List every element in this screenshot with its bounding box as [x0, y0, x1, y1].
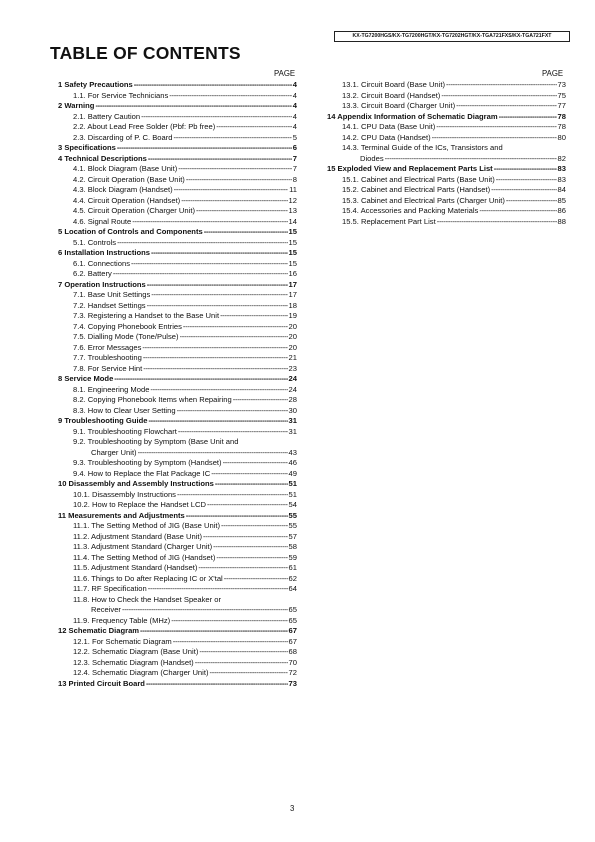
toc-section-entry[interactable] — [53, 416, 297, 427]
toc-entry-page: 18 — [288, 300, 297, 310]
toc-entry-page: 31 — [288, 426, 297, 436]
dot-leader — [479, 206, 556, 217]
dot-leader — [148, 584, 288, 595]
toc-entry-page: 7 — [292, 164, 297, 173]
toc-entry-title: 13.1. Circuit Board (Base Unit) — [342, 80, 445, 89]
toc-entry-title: 11.9. Frequency Table (MHz) — [73, 615, 171, 625]
page-number: 3 — [290, 804, 295, 813]
toc-subsection-entry[interactable] — [53, 185, 297, 196]
dot-leader — [174, 185, 289, 196]
dot-leader — [196, 206, 288, 217]
toc-section-entry[interactable] — [53, 679, 297, 690]
dot-leader — [122, 605, 288, 616]
toc-entry-title: 4.4. Circuit Operation (Handset) — [73, 195, 181, 205]
toc-subsection-entry[interactable] — [53, 112, 297, 123]
toc-entry-page: 8 — [292, 174, 297, 184]
toc-entry-title: 1.1. For Service Technicians — [73, 90, 169, 100]
toc-subsection-entry[interactable] — [322, 91, 566, 102]
toc-subsection-entry[interactable] — [322, 143, 566, 164]
toc-section-entry[interactable] — [53, 479, 297, 490]
dot-leader — [151, 290, 287, 301]
toc-entry-page: 4 — [292, 90, 297, 100]
dot-leader — [143, 364, 287, 375]
toc-entry-page: 88 — [557, 216, 566, 226]
toc-section-entry[interactable] — [322, 112, 566, 123]
toc-subsection-entry[interactable] — [53, 343, 297, 354]
toc-subsection-entry[interactable] — [53, 458, 297, 469]
toc-entry-page: 11 — [289, 185, 297, 194]
toc-entry-page: 21 — [288, 353, 297, 362]
toc-entry-page: 85 — [557, 195, 566, 205]
toc-subsection-entry[interactable] — [53, 668, 297, 679]
toc-entry-page: 5 — [292, 132, 297, 142]
toc-entry-title: 14.1. CPU Data (Base Unit) — [342, 122, 436, 131]
dot-leader — [138, 448, 288, 459]
toc-section-entry[interactable] — [53, 227, 297, 238]
toc-entry-page: 12 — [288, 195, 297, 205]
toc-section-entry[interactable] — [53, 511, 297, 522]
toc-entry-page: 64 — [288, 584, 297, 593]
toc-entry-title: 14.2. CPU Data (Handset) — [342, 132, 431, 142]
toc-subsection-entry[interactable] — [53, 91, 297, 102]
toc-entry-page: 51 — [288, 489, 297, 499]
dot-leader — [441, 91, 556, 102]
toc-entry-page: 15 — [288, 227, 297, 236]
dot-leader — [171, 616, 287, 627]
toc-entry-page: 55 — [288, 510, 297, 520]
toc-entry-title: 15.1. Cabinet and Electrical Parts (Base Unit) — [342, 174, 495, 184]
dot-leader — [223, 458, 288, 469]
dot-leader — [506, 196, 557, 207]
model-number-header: KX-TG7200HGS/KX-TG7200HGT/KX-TG7202HGT/KX-TGA721FXS/KX-TGA721FXT — [334, 31, 570, 42]
toc-entry-title: 11.2. Adjustment Standard (Base Unit) — [73, 531, 203, 541]
dot-leader — [203, 532, 288, 543]
dot-leader — [436, 122, 556, 133]
toc-entry-page: 65 — [288, 605, 297, 614]
dot-leader — [134, 80, 292, 91]
dot-leader — [117, 238, 287, 249]
dot-leader — [204, 227, 288, 238]
toc-entry-page: 17 — [288, 279, 297, 289]
dot-leader — [114, 374, 287, 385]
toc-entry-title: 9 Troubleshooting Guide — [58, 416, 148, 425]
toc-section-entry[interactable] — [53, 248, 297, 259]
toc-subsection-entry[interactable] — [53, 238, 297, 249]
toc-left-column — [53, 80, 297, 689]
toc-subsection-entry[interactable] — [53, 364, 297, 375]
dot-leader — [211, 469, 287, 480]
dot-leader — [178, 427, 288, 438]
toc-entry-page: 20 — [288, 332, 297, 341]
toc-entry-title: 7.3. Registering a Handset to the Base Unit — [73, 311, 220, 320]
toc-subsection-entry[interactable] — [53, 122, 297, 133]
toc-subsection-entry[interactable] — [53, 290, 297, 301]
toc-subsection-entry[interactable] — [53, 322, 297, 333]
toc-subsection-entry[interactable] — [322, 101, 566, 112]
toc-entry-page: 14 — [288, 216, 297, 226]
toc-entry-title: 10 Disassembly and Assembly Instructions — [58, 479, 214, 488]
toc-entry-page: 61 — [288, 563, 297, 572]
toc-entry-page: 24 — [288, 384, 297, 394]
toc-entry-page: 72 — [288, 668, 297, 677]
toc-entry-title: 15 Exploded View and Replacement Parts List — [327, 164, 493, 173]
toc-subsection-entry[interactable] — [53, 332, 297, 343]
toc-entry-title: 11 Measurements and Adjustments — [58, 510, 185, 520]
toc-subsection-entry[interactable] — [53, 469, 297, 480]
toc-entry-page: 73 — [288, 678, 297, 688]
toc-entry-title: 12.2. Schematic Diagram (Base Unit) — [73, 647, 199, 656]
toc-entry-title: 12.4. Schematic Diagram (Charger Unit) — [73, 668, 209, 677]
toc-entry-title-continued: Receiver — [91, 605, 121, 614]
dot-leader — [209, 668, 287, 679]
dot-leader — [437, 217, 557, 228]
toc-entry-title: 12 Schematic Diagram — [58, 626, 140, 635]
dot-leader — [207, 500, 288, 511]
toc-entry-title: 4.5. Circuit Operation (Charger Unit) — [73, 206, 195, 215]
toc-section-entry[interactable] — [53, 626, 297, 637]
dot-leader — [142, 343, 287, 354]
toc-subsection-entry[interactable] — [53, 490, 297, 501]
toc-entry-title: 8.3. How to Clear User Setting — [73, 405, 176, 415]
toc-entry-page: 6 — [292, 143, 297, 152]
toc-entry-page: 80 — [557, 132, 566, 142]
page-column-label-right: PAGE — [542, 69, 564, 78]
page-column-label-left: PAGE — [274, 69, 296, 78]
toc-entry-page: 13 — [288, 206, 297, 215]
toc-entry-page: 46 — [288, 458, 297, 467]
toc-subsection-entry[interactable] — [53, 500, 297, 511]
toc-subsection-entry[interactable] — [53, 259, 297, 270]
dot-leader — [141, 112, 292, 123]
toc-entry-page: 55 — [288, 521, 297, 530]
toc-subsection-entry[interactable] — [53, 175, 297, 186]
toc-entry-title: 7.5. Dialling Mode (Tone/Pulse) — [73, 332, 179, 341]
toc-entry-page: 82 — [557, 153, 566, 163]
toc-entry-title: 8.2. Copying Phonebook Items when Repairing — [73, 395, 232, 404]
toc-entry-title: 15.4. Accessories and Packing Materials — [342, 206, 479, 215]
toc-subsection-entry[interactable] — [322, 175, 566, 186]
toc-entry-page: 4 — [292, 80, 297, 89]
toc-entry-title: 4.2. Circuit Operation (Base Unit) — [73, 174, 185, 184]
toc-subsection-entry[interactable] — [53, 217, 297, 228]
toc-entry-title: 12.1. For Schematic Diagram — [73, 636, 172, 646]
toc-entry-title: 15.2. Cabinet and Electrical Parts (Handset) — [342, 185, 491, 194]
toc-subsection-entry[interactable] — [53, 647, 297, 658]
toc-entry-title: 7.8. For Service Hint — [73, 363, 143, 373]
dot-leader — [385, 154, 557, 165]
toc-entry-page: 15 — [288, 258, 297, 268]
toc-entry-page: 57 — [288, 531, 297, 541]
dot-leader — [195, 658, 288, 669]
toc-subsection-entry[interactable] — [53, 133, 297, 144]
toc-entry-title: 11.3. Adjustment Standard (Charger Unit) — [73, 542, 213, 551]
toc-entry-title: 10.2. How to Replace the Handset LCD — [73, 500, 206, 509]
toc-entry-title: 4.1. Block Diagram (Base Unit) — [73, 164, 178, 173]
toc-section-entry[interactable] — [53, 80, 297, 91]
toc-entry-title: 4.6. Signal Route — [73, 216, 132, 226]
dot-leader — [148, 154, 292, 165]
toc-subsection-entry[interactable] — [322, 122, 566, 133]
dot-leader — [150, 385, 287, 396]
toc-entry-title: 12.3. Schematic Diagram (Handset) — [73, 657, 194, 667]
toc-entry-page: 70 — [288, 657, 297, 667]
toc-subsection-entry[interactable] — [53, 532, 297, 543]
toc-entry-page: 58 — [288, 542, 297, 551]
dot-leader — [132, 217, 287, 228]
toc-entry-page: 23 — [288, 363, 297, 373]
dot-leader — [169, 91, 292, 102]
toc-subsection-entry[interactable] — [322, 206, 566, 217]
page-title: TABLE OF CONTENTS — [50, 43, 241, 63]
toc-entry-title: 1 Safety Precautions — [58, 80, 133, 89]
toc-subsection-entry[interactable] — [322, 196, 566, 207]
toc-entry-page: 4 — [292, 101, 297, 110]
toc-entry-page: 51 — [288, 479, 297, 488]
toc-subsection-entry[interactable] — [53, 427, 297, 438]
toc-subsection-entry[interactable] — [322, 133, 566, 144]
toc-entry-page: 24 — [288, 374, 297, 383]
toc-entry-page: 31 — [288, 416, 297, 425]
toc-entry-page: 4 — [292, 111, 297, 121]
toc-entry-title: 5.1. Controls — [73, 237, 117, 247]
toc-entry-page: 68 — [288, 647, 297, 656]
dot-leader — [95, 101, 291, 112]
dot-leader — [491, 185, 556, 196]
dot-leader — [143, 353, 288, 364]
toc-subsection-entry[interactable] — [53, 311, 297, 322]
toc-entry-page: 73 — [557, 80, 566, 89]
dot-leader — [432, 133, 557, 144]
toc-subsection-entry[interactable] — [53, 269, 297, 280]
toc-entry-title: 6.2. Battery — [73, 269, 112, 278]
toc-entry-page: 78 — [557, 122, 566, 131]
toc-entry-title-continued: Diodes — [360, 153, 384, 163]
dot-leader — [148, 416, 287, 427]
toc-subsection-entry[interactable] — [53, 658, 297, 669]
toc-subsection-entry[interactable] — [53, 164, 297, 175]
toc-entry-title: 2 Warning — [58, 101, 95, 110]
dot-leader — [173, 637, 288, 648]
toc-entry-title: 10.1. Disassembly Instructions — [73, 489, 176, 499]
toc-subsection-entry[interactable] — [322, 217, 566, 228]
toc-entry-page: 67 — [288, 636, 297, 646]
dot-leader — [183, 322, 288, 333]
toc-entry-title: 6 Installation Instructions — [58, 248, 150, 257]
toc-entry-page: 4 — [292, 122, 297, 131]
toc-subsection-entry[interactable] — [53, 521, 297, 532]
toc-entry-title: 15.3. Cabinet and Electrical Parts (Charger Unit) — [342, 195, 505, 205]
dot-leader — [180, 332, 288, 343]
toc-entry-page: 15 — [288, 237, 297, 247]
dot-leader — [199, 647, 287, 658]
toc-entry-page: 77 — [557, 101, 566, 110]
toc-subsection-entry[interactable] — [53, 542, 297, 553]
dot-leader — [216, 553, 287, 564]
toc-section-entry[interactable] — [53, 101, 297, 112]
toc-section-entry[interactable] — [322, 164, 566, 175]
toc-entry-title: 7.2. Handset Settings — [73, 300, 146, 310]
dot-leader — [221, 521, 288, 532]
toc-entry-title: 7.1. Base Unit Settings — [73, 290, 151, 299]
toc-entry-page: 17 — [288, 290, 297, 299]
dot-leader — [147, 301, 288, 312]
dot-leader — [496, 175, 557, 186]
toc-entry-page: 43 — [288, 447, 297, 457]
toc-entry-title: 9.1. Troubleshooting Flowchart — [73, 426, 177, 436]
dot-leader — [220, 311, 287, 322]
toc-subsection-entry[interactable] — [53, 637, 297, 648]
toc-entry-page: 83 — [557, 164, 566, 173]
toc-entry-title: 11.7. RF Specification — [73, 584, 147, 593]
dot-leader — [186, 511, 288, 522]
toc-entry-title: 11.5. Adjustment Standard (Handset) — [73, 563, 198, 572]
toc-entry-page: 28 — [288, 395, 297, 404]
toc-entry-page: 20 — [288, 342, 297, 352]
dot-leader — [186, 175, 292, 186]
toc-entry-page: 15 — [288, 248, 297, 257]
toc-subsection-entry[interactable] — [53, 595, 297, 616]
toc-subsection-entry[interactable] — [53, 616, 297, 627]
toc-entry-page: 86 — [557, 206, 566, 215]
toc-subsection-entry[interactable] — [322, 80, 566, 91]
toc-entry-page: 78 — [557, 111, 566, 121]
toc-entry-page: 65 — [288, 615, 297, 625]
toc-entry-title: 9.4. How to Replace the Flat Package IC — [73, 468, 211, 478]
toc-entry-page: 83 — [557, 174, 566, 184]
toc-entry-title: 2.2. About Lead Free Solder (Pbf: Pb free) — [73, 122, 216, 131]
dot-leader — [181, 196, 287, 207]
toc-subsection-entry[interactable] — [53, 385, 297, 396]
toc-subsection-entry[interactable] — [53, 437, 297, 458]
toc-subsection-entry[interactable] — [53, 353, 297, 364]
dot-leader — [151, 248, 288, 259]
dot-leader — [177, 406, 288, 417]
toc-entry-title: 13 Printed Circuit Board — [58, 678, 145, 688]
dot-leader — [456, 101, 556, 112]
toc-entry-title: 4 Technical Descriptions — [58, 153, 147, 163]
toc-entry-page: 49 — [288, 468, 297, 478]
toc-entry-title: 7.4. Copying Phonebook Entries — [73, 321, 182, 331]
dot-leader — [147, 280, 288, 291]
dot-leader — [446, 80, 557, 91]
toc-entry-page: 20 — [288, 321, 297, 331]
toc-entry-title: 2.3. Discarding of P. C. Board — [73, 132, 173, 142]
toc-entry-title: 14 Appendix Information of Schematic Diagram — [327, 111, 498, 121]
toc-entry-page: 7 — [292, 153, 297, 163]
toc-entry-title: 11.8. How to Check the Handset Speaker or — [73, 594, 222, 604]
toc-entry-title: 8 Service Mode — [58, 374, 114, 383]
toc-entry-title: 7 Operation Instructions — [58, 279, 146, 289]
dot-leader — [198, 563, 287, 574]
toc-entry-title: 2.1. Battery Caution — [73, 111, 141, 121]
toc-entry-title: 7.6. Error Messages — [73, 342, 142, 352]
toc-entry-page: 54 — [288, 500, 297, 509]
dot-leader — [177, 490, 288, 501]
toc-subsection-entry[interactable] — [53, 395, 297, 406]
toc-entry-page: 62 — [288, 573, 297, 583]
toc-entry-title: 13.2. Circuit Board (Handset) — [342, 90, 441, 100]
toc-subsection-entry[interactable] — [53, 574, 297, 585]
toc-entry-page: 67 — [288, 626, 297, 635]
dot-leader — [216, 122, 292, 133]
toc-entry-title: 7.7. Troubleshooting — [73, 353, 142, 362]
dot-leader — [113, 269, 288, 280]
toc-entry-page: 84 — [557, 185, 566, 194]
toc-section-entry[interactable] — [53, 374, 297, 385]
dot-leader — [117, 143, 292, 154]
toc-entry-title: 14.3. Terminal Guide of the ICs, Transistors and — [342, 143, 503, 152]
dot-leader — [173, 133, 291, 144]
toc-entry-title: 4.3. Block Diagram (Handset) — [73, 185, 173, 194]
toc-entry-title: 9.2. Troubleshooting by Symptom (Base Unit and — [73, 437, 239, 446]
toc-entry-page: 19 — [288, 311, 297, 320]
toc-entry-title: 5 Location of Controls and Components — [58, 227, 203, 236]
toc-entry-title: 13.3. Circuit Board (Charger Unit) — [342, 101, 456, 110]
toc-entry-page: 16 — [288, 269, 297, 278]
toc-entry-title: 8.1. Engineering Mode — [73, 384, 150, 394]
dot-leader — [233, 395, 288, 406]
toc-right-column — [322, 80, 566, 227]
toc-subsection-entry[interactable] — [53, 196, 297, 207]
toc-section-entry[interactable] — [53, 143, 297, 154]
toc-section-entry[interactable] — [53, 280, 297, 291]
toc-entry-title: 6.1. Connections — [73, 258, 130, 268]
toc-entry-page: 30 — [288, 405, 297, 415]
dot-leader — [215, 479, 288, 490]
toc-subsection-entry[interactable] — [53, 206, 297, 217]
dot-leader — [146, 679, 288, 690]
toc-entry-title: 15.5. Replacement Part List — [342, 216, 436, 226]
dot-leader — [494, 164, 557, 175]
dot-leader — [213, 542, 287, 553]
toc-section-entry[interactable] — [53, 154, 297, 165]
toc-entry-title-continued: Charger Unit) — [91, 447, 137, 457]
toc-entry-title: 11.1. The Setting Method of JIG (Base Unit) — [73, 521, 221, 530]
toc-entry-title: 11.4. The Setting Method of JIG (Handset) — [73, 552, 216, 562]
toc-subsection-entry[interactable] — [53, 584, 297, 595]
toc-subsection-entry[interactable] — [53, 301, 297, 312]
dot-leader — [499, 112, 557, 123]
dot-leader — [131, 259, 288, 270]
toc-entry-title: 3 Specifications — [58, 143, 116, 152]
toc-entry-title: 11.6. Things to Do after Replacing IC or X'tal — [73, 573, 223, 583]
toc-subsection-entry[interactable] — [53, 563, 297, 574]
toc-subsection-entry[interactable] — [53, 553, 297, 564]
dot-leader — [140, 626, 288, 637]
dot-leader — [178, 164, 292, 175]
dot-leader — [224, 574, 288, 585]
toc-subsection-entry[interactable] — [53, 406, 297, 417]
toc-entry-page: 75 — [557, 90, 566, 100]
toc-entry-page: 59 — [288, 552, 297, 562]
toc-entry-title: 9.3. Troubleshooting by Symptom (Handset) — [73, 458, 222, 467]
toc-subsection-entry[interactable] — [322, 185, 566, 196]
